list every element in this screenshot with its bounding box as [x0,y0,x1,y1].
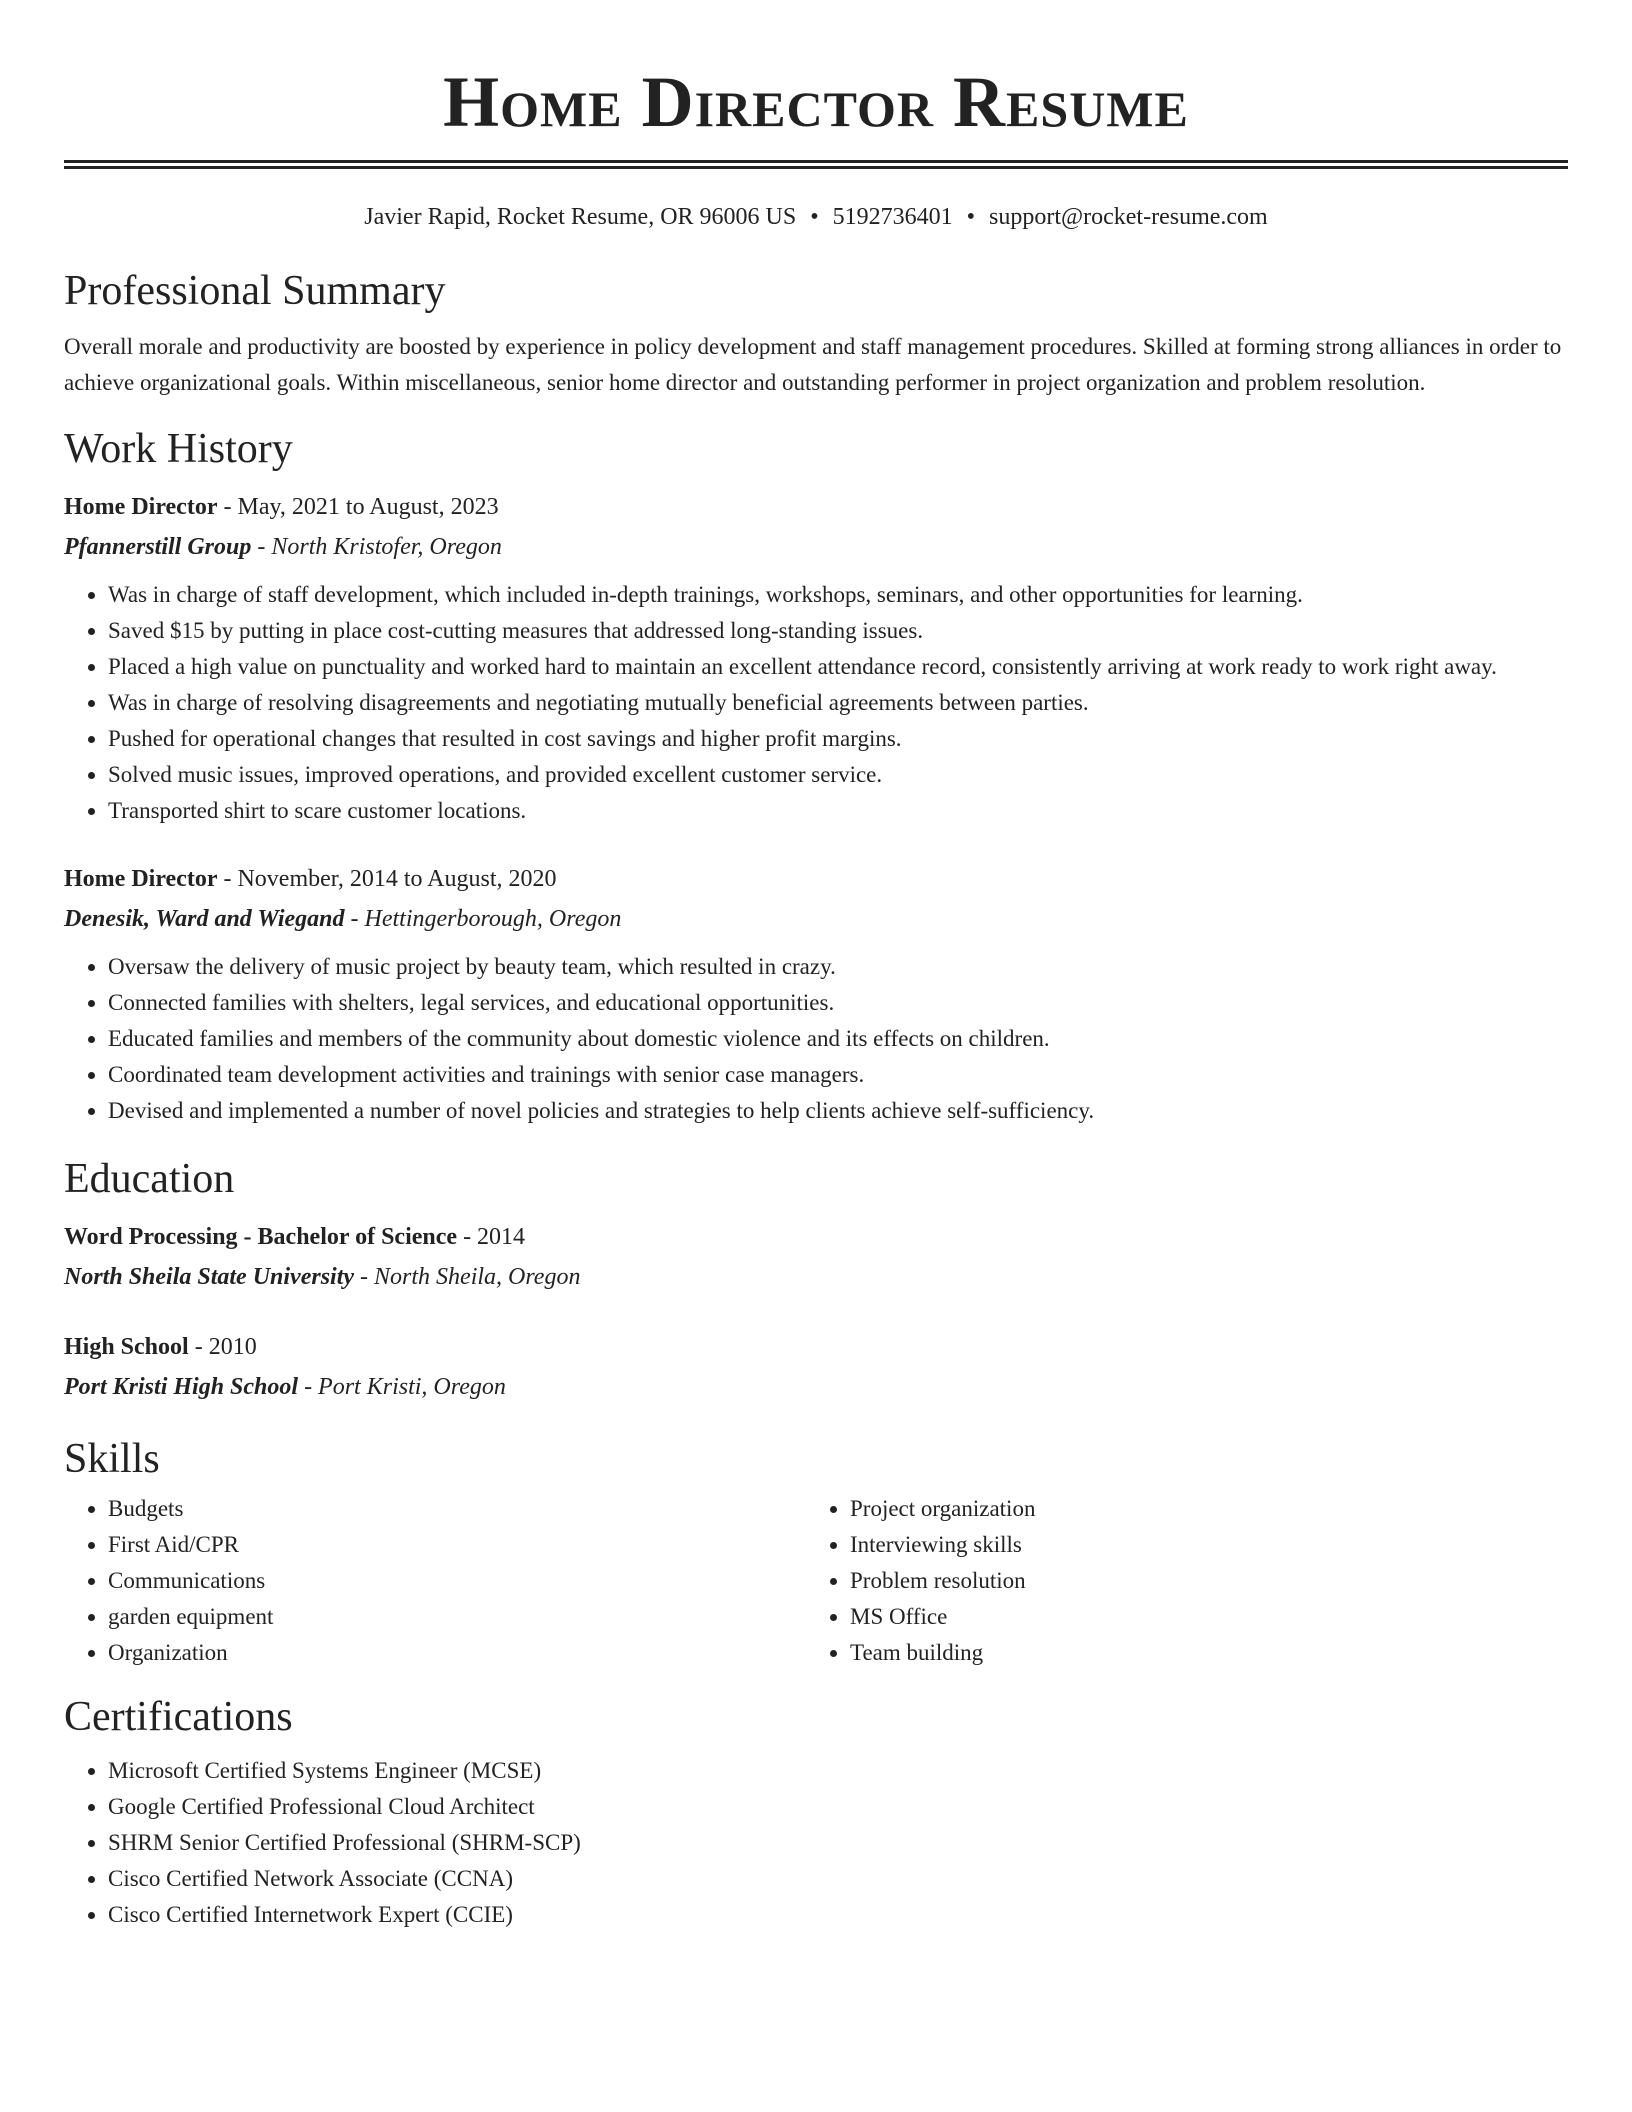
job-location: - North Kristofer, Oregon [251,534,502,560]
work-history-heading: Work History [64,426,293,472]
list-item: • Educated families and members of the community about domestic violence and its effects on children. [108,1021,1568,1057]
contact-line [64,201,1568,233]
contact-phone: 5192736401 [832,204,953,230]
job-title: Home Director [64,494,218,520]
bullet-separator: • [966,204,976,230]
list-item: • Solved music issues, improved operations, and provided excellent customer service. [108,757,1568,793]
education-entry [64,1217,1568,1297]
list-item: • Was in charge of resolving disagreements and negotiating mutually beneficial agreements between parties. [108,685,1568,721]
job-company: Pfannerstill Group [64,534,252,560]
job-dates: - November, 2014 to August, 2020 [217,866,557,892]
education-year: - 2014 [457,1224,526,1250]
bullet-separator: • [810,204,819,230]
job-title-line [64,859,1568,899]
certifications-list [64,1753,1568,1933]
job-dates: - May, 2021 to August, 2023 [217,494,499,520]
job-location: - Hettingerborough, Oregon [344,906,622,932]
contact-address: Javier Rapid, Rocket Resume, OR 96006 US [364,204,797,230]
list-item: • Interviewing skills [850,1527,1548,1563]
list-item: • Budgets [108,1491,806,1527]
list-item: • Was in charge of staff development, which included in-depth trainings, workshops, seminars, and other opportunities for learning. [108,577,1568,613]
list-item: • Connected families with shelters, legal services, and educational opportunities. [108,985,1568,1021]
education-school-line [64,1257,1568,1297]
contact-email: support@rocket-resume.com [989,204,1268,230]
list-item: • Oversaw the delivery of music project by beauty team, which resulted in crazy. [108,949,1568,985]
education-heading: Education [64,1156,235,1202]
list-item: • First Aid/CPR [108,1527,806,1563]
skills-list-right [806,1491,1548,1671]
list-item: • Organization [108,1635,806,1671]
education-year: - 2010 [188,1334,257,1360]
list-item: • Devised and implemented a number of novel policies and strategies to help clients achieve self-sufficiency. [108,1093,1568,1129]
list-item: • garden equipment [108,1599,806,1635]
education-entry [64,1327,1568,1407]
job-entry [64,859,1568,1129]
list-item: • SHRM Senior Certified Professional (SHRM-SCP) [108,1825,1568,1861]
job-title: Home Director [64,866,218,892]
job-company-line [64,899,1568,939]
education-location: - Port Kristi, Oregon [298,1374,506,1400]
skills-heading: Skills [64,1436,160,1482]
summary-text: Overall morale and productivity are boosted by experience in policy development and staff management procedures. Skilled at forming strong alliances in order to achieve organizational goals. Within miscellaneous, senior home director and outstanding performer in project organization and problem resolution. [64,334,1562,395]
education-location: - North Sheila, Oregon [354,1264,581,1290]
education-school: Port Kristi High School [64,1374,299,1400]
list-item: • Problem resolution [850,1563,1548,1599]
education-degree: High School [64,1334,189,1360]
skills-list-left [64,1491,806,1671]
list-item: • Pushed for operational changes that resulted in cost savings and higher profit margins. [108,721,1568,757]
job-company-line [64,527,1568,567]
list-item: • Google Certified Professional Cloud Architect [108,1789,1568,1825]
education-school-line [64,1367,1568,1407]
education-degree: Word Processing - Bachelor of Science [64,1224,458,1250]
list-item: • Microsoft Certified Systems Engineer (MCSE) [108,1753,1568,1789]
education-school: North Sheila State University [64,1264,355,1290]
job-title-line [64,487,1568,527]
resume-page [64,0,1568,1933]
list-item: • Cisco Certified Network Associate (CCNA) [108,1861,1568,1897]
education-degree-line [64,1217,1568,1257]
list-item: • Saved $15 by putting in place cost-cutting measures that addressed long-standing issues. [108,613,1568,649]
list-item: • Team building [850,1635,1548,1671]
certifications-heading: Certifications [64,1694,293,1740]
summary-heading: Professional Summary [64,268,446,314]
job-bullet-list [64,949,1568,1129]
job-bullet-list [64,577,1568,829]
list-item: • Communications [108,1563,806,1599]
skills-grid [64,1491,1568,1671]
list-item: • Coordinated team development activities and trainings with senior case managers. [108,1057,1568,1093]
job-company: Denesik, Ward and Wiegand [64,906,345,932]
education-degree-line [64,1327,1568,1367]
list-item: • Transported shirt to scare customer locations. [108,793,1568,829]
list-item: • Cisco Certified Internetwork Expert (CCIE) [108,1897,1568,1933]
resume-title: Home Director Resume [443,62,1189,142]
list-item: • MS Office [850,1599,1548,1635]
list-item: • Placed a high value on punctuality and worked hard to maintain an excellent attendance record, consistently arriving at work ready to work right away. [108,649,1568,685]
job-entry [64,487,1568,829]
list-item: • Project organization [850,1491,1548,1527]
title-double-rule [64,160,1568,169]
